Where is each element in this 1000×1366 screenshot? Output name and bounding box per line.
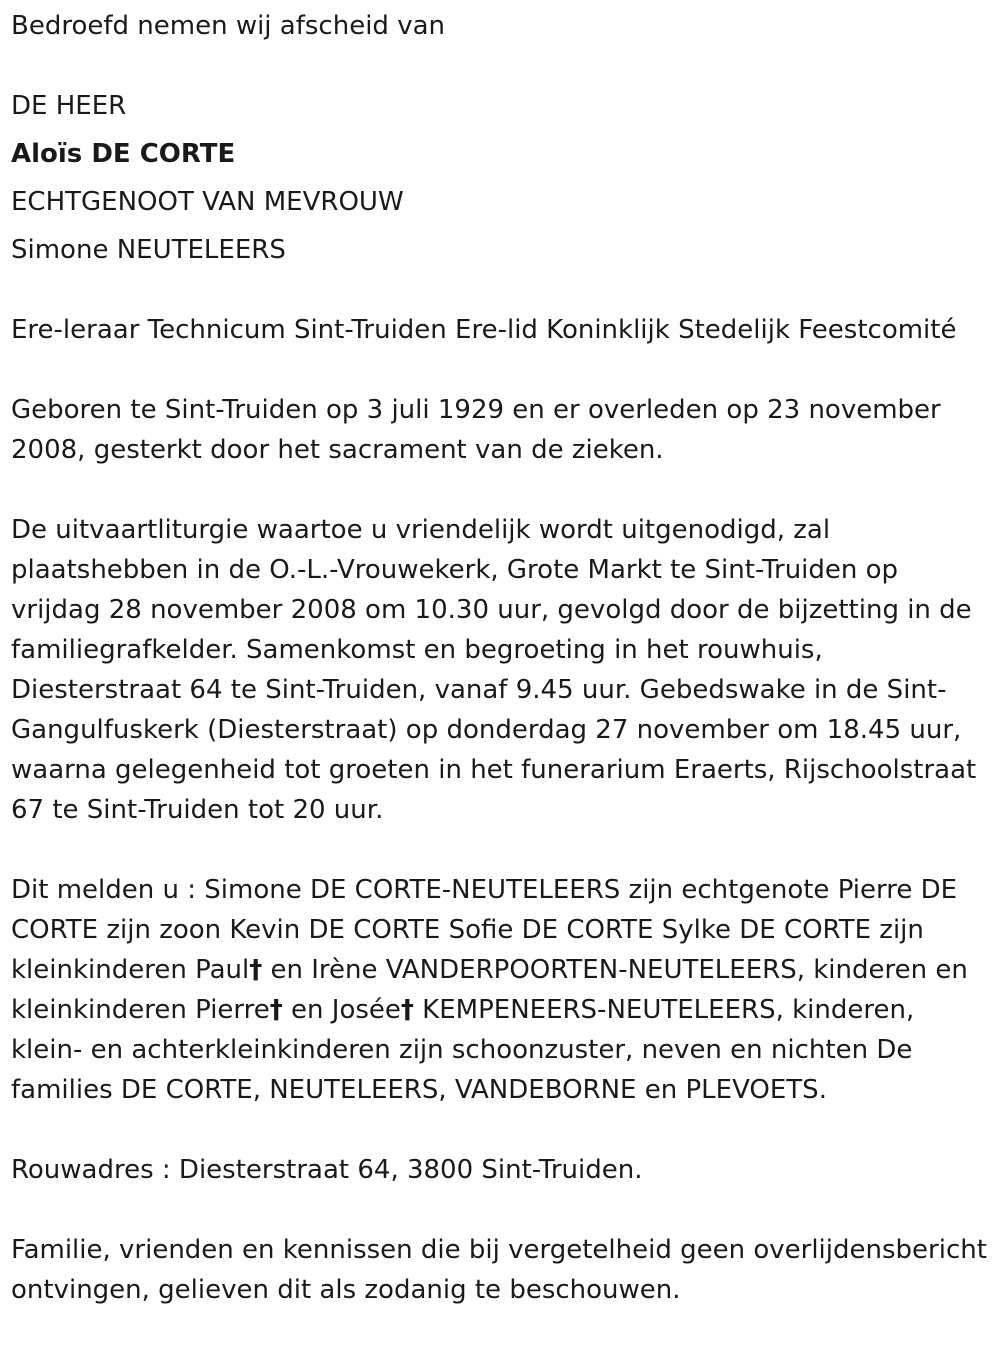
spouse-name: Simone NEUTELEERS [11, 235, 286, 265]
spouse-label: ECHTGENOOT VAN MEVROUW [11, 187, 404, 217]
cross-icon: † [269, 995, 283, 1025]
cross-icon: † [249, 955, 263, 985]
cross-icon: † [400, 995, 414, 1025]
funeral-paragraph: De uitvaartliturgie waartoe u vriendelijk wordt uitgenodigd, zal plaatshebben in de O.-L.-Vrouwekerk, Grote Markt te Sint-Truiden op vrijdag 28 november 2008 om 10.30 uur, gevolgd door de bijzetting in de familiegrafkelder. Samenkomst en begroeting in het rouwhuis, Diesterstraat 64 te Sint-Truiden, vanaf 9.45 uur. Gebedswake in de Sint-Gangulfuskerk (Diesterstraat) op donderdag 27 november om 18.45 uur, waarna gelegenheid tot groeten in het funerarium Eraerts, Rijschoolstraat 67 te Sint-Truiden tot 20 uur. [11, 515, 977, 825]
deceased-title: DE HEER [11, 91, 127, 121]
announcers-text-4: KEMPENEERS-NEUTELEERS, kinderen, klein- en achterkleinkinderen zijn schoonzuster, neven en nichten De families DE CORTE, NEUTELEERS, VANDEBORNE en PLEVOETS. [11, 995, 915, 1105]
birth-death-paragraph: Geboren te Sint-Truiden op 3 juli 1929 en er overleden op 23 november 2008, gesterkt door het sacrament van de zieken. [11, 395, 941, 465]
closing-paragraph: Familie, vrienden en kennissen die bij vergetelheid geen overlijdensbericht ontvingen, gelieven dit als zodanig te beschouwen. [11, 1235, 987, 1305]
spacer [11, 350, 991, 390]
announcers-text-3: en Josée [282, 995, 401, 1025]
announcers-paragraph [11, 870, 991, 1110]
honors-paragraph: Ere-leraar Technicum Sint-Truiden Ere-lid Koninklijk Stedelijk Feestcomité [11, 315, 957, 345]
obituary-document [11, 0, 991, 1310]
spacer [11, 470, 991, 510]
address-paragraph: Rouwadres : Diesterstraat 64, 3800 Sint-Truiden. [11, 1155, 643, 1185]
spacer [11, 830, 991, 870]
spacer [11, 1110, 991, 1150]
spacer [11, 46, 991, 86]
announcers-text-2: en Irène VANDERPOORTEN-NEUTELEERS, kinderen en kleinkinderen Pierre [11, 955, 968, 1025]
deceased-name: Aloïs DE CORTE [11, 139, 236, 169]
spacer [11, 270, 991, 310]
intro-text: Bedroefd nemen wij afscheid van [11, 11, 445, 41]
announcers-text-1: Dit melden u : Simone DE CORTE-NEUTELEERS zijn echtgenote Pierre DE CORTE zijn zoon Kevin DE CORTE Sofie DE CORTE Sylke DE CORTE zijn kleinkinderen Paul [11, 875, 958, 985]
spacer [11, 1190, 991, 1230]
